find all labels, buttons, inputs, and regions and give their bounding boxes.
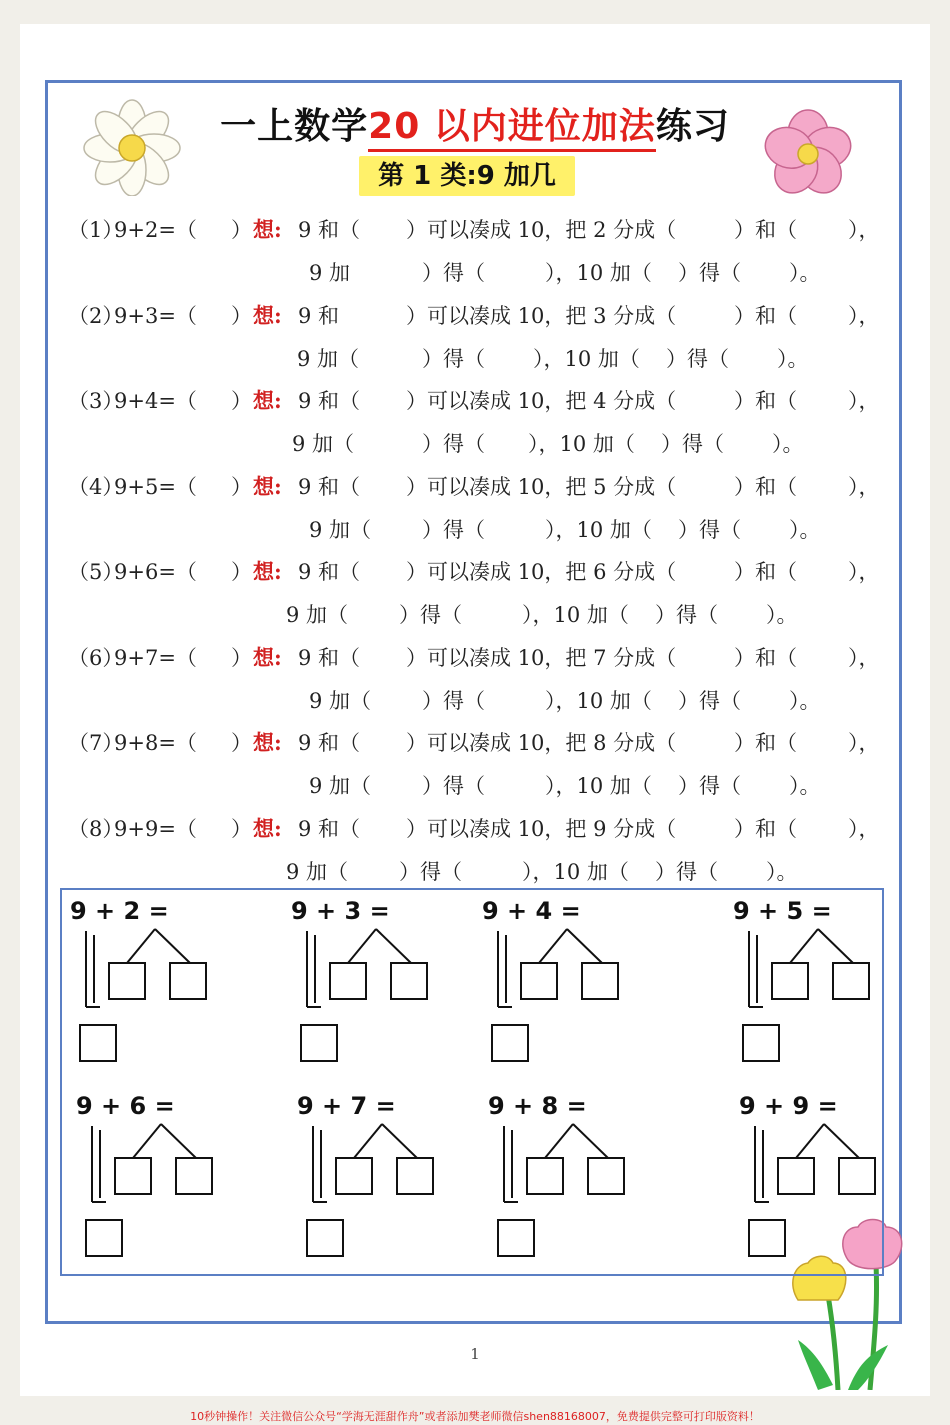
answer-box	[492, 1025, 528, 1061]
think-part-c: ）和（	[734, 475, 797, 499]
split-box-right	[176, 1158, 212, 1194]
split-line-right	[376, 929, 411, 963]
second-line-part: ）。	[789, 689, 821, 713]
question-number: （5）	[68, 560, 124, 584]
diagram-equation: 9 + 2 =	[70, 897, 169, 925]
question-equation: 9+7=（	[114, 646, 197, 670]
question-equation: 9+2=（	[114, 218, 197, 242]
think-part-a: 9 和（	[298, 389, 361, 413]
think-part-d: ），	[848, 560, 880, 584]
think-part-b: ）可以凑成 10，把 3 分成（	[406, 304, 677, 328]
second-line-part: 9 加（	[297, 347, 360, 371]
split-box-left	[109, 963, 145, 999]
footer-note: 10秒钟操作！关注微信公众号“学海无涯甜作舟”或者添加樊老师微信shen88168007，免费提供完整可打印版资料！	[190, 1410, 760, 1423]
split-line-right	[818, 929, 853, 963]
second-line-part: ）。	[789, 774, 821, 798]
answer-paren-close: ）	[231, 646, 252, 670]
think-part-d: ），	[848, 218, 880, 242]
question-equation: 9+5=（	[114, 475, 197, 499]
answer-paren-close: ）	[231, 304, 252, 328]
think-label: 想:	[253, 730, 282, 755]
question-number: （2）	[68, 304, 124, 328]
second-line-part: ）得（	[655, 603, 718, 627]
second-line-part: 9 加（	[309, 518, 372, 542]
question-number: （1）	[68, 218, 124, 242]
think-label: 想:	[253, 816, 282, 841]
think-part-c: ）和（	[734, 218, 797, 242]
split-line-left	[133, 1124, 161, 1158]
diagram-equation: 9 + 8 =	[488, 1092, 587, 1120]
title-highlight: 20 以内进位加法	[368, 106, 656, 152]
answer-box	[86, 1220, 122, 1256]
question-equation: 9+6=（	[114, 560, 197, 584]
split-box-right	[833, 963, 869, 999]
think-part-a: 9 和（	[298, 817, 361, 841]
answer-paren-close: ）	[231, 560, 252, 584]
split-line-right	[567, 929, 602, 963]
second-line-part: ）得（	[678, 518, 741, 542]
second-line-part: ）得（	[678, 774, 741, 798]
decomposition-diagram	[76, 925, 276, 1085]
decomposition-diagram	[297, 925, 497, 1085]
second-line-part: ）得（	[422, 518, 485, 542]
split-line-left	[127, 929, 155, 963]
second-line-part: ）。	[777, 347, 809, 371]
think-label: 想:	[253, 217, 282, 242]
second-line-part: ），10 加（	[545, 261, 652, 285]
think-part-b: ）可以凑成 10，把 2 分成（	[406, 218, 677, 242]
answer-box	[743, 1025, 779, 1061]
answer-box	[307, 1220, 343, 1256]
diagram-equation: 9 + 6 =	[76, 1092, 175, 1120]
think-part-b: ）可以凑成 10，把 4 分成（	[406, 389, 677, 413]
think-part-a: 9 和（	[298, 731, 361, 755]
split-line-left	[539, 929, 567, 963]
think-part-d: ），	[848, 389, 880, 413]
decomposition-diagram	[745, 1120, 945, 1280]
subtitle: 第 1 类:9 加几	[378, 161, 556, 191]
think-part-d: ），	[848, 731, 880, 755]
second-line-part: ），10 加（	[545, 518, 652, 542]
think-part-d: ），	[848, 817, 880, 841]
diagram-equation: 9 + 7 =	[297, 1092, 396, 1120]
question-equation: 9+8=（	[114, 731, 197, 755]
split-line-left	[790, 929, 818, 963]
question-number: （8）	[68, 817, 124, 841]
split-box-left	[115, 1158, 151, 1194]
think-label: 想:	[253, 388, 282, 413]
second-line-part: ）得（	[422, 261, 485, 285]
second-line-part: ），10 加（	[522, 860, 629, 884]
question-number: （7）	[68, 731, 124, 755]
decomposition-diagram	[82, 1120, 282, 1280]
think-part-b: ）可以凑成 10，把 7 分成（	[406, 646, 677, 670]
split-line-right	[824, 1124, 859, 1158]
think-label: 想:	[253, 559, 282, 584]
question-number: （6）	[68, 646, 124, 670]
second-line-part: ）得（	[422, 347, 485, 371]
second-line-part: ），10 加（	[528, 432, 635, 456]
second-line-part: ）得（	[655, 860, 718, 884]
split-line-right	[573, 1124, 608, 1158]
think-part-d: ），	[848, 475, 880, 499]
think-label: 想:	[253, 645, 282, 670]
think-part-a: 9 和（	[298, 475, 361, 499]
decomposition-diagram	[494, 1120, 694, 1280]
second-line-part: 9 加（	[286, 860, 349, 884]
think-part-a: 9 和（	[298, 560, 361, 584]
think-part-b: ）可以凑成 10，把 8 分成（	[406, 731, 677, 755]
second-line-part: ）得（	[399, 860, 462, 884]
answer-paren-close: ）	[231, 475, 252, 499]
split-box-left	[336, 1158, 372, 1194]
split-line-left	[348, 929, 376, 963]
split-box-right	[391, 963, 427, 999]
question-number: （4）	[68, 475, 124, 499]
decomposition-diagram	[303, 1120, 503, 1280]
second-line-part: ）得（	[678, 689, 741, 713]
diagram-equation: 9 + 3 =	[291, 897, 390, 925]
question-equation: 9+3=（	[114, 304, 197, 328]
split-box-left	[330, 963, 366, 999]
think-label: 想:	[253, 474, 282, 499]
answer-paren-close: ）	[231, 731, 252, 755]
think-part-d: ），	[848, 646, 880, 670]
think-part-c: ）和（	[734, 646, 797, 670]
second-line-part: ）得（	[666, 347, 729, 371]
split-line-left	[354, 1124, 382, 1158]
title-suffix: 练习	[655, 106, 730, 147]
think-label: 想:	[253, 303, 282, 328]
split-box-left	[527, 1158, 563, 1194]
second-line-part: ）。	[789, 261, 821, 285]
second-line-part: ）。	[766, 860, 798, 884]
think-part-b: ）可以凑成 10，把 6 分成（	[406, 560, 677, 584]
second-line-part: ）得（	[678, 261, 741, 285]
second-line-part: 9 加（	[286, 603, 349, 627]
think-part-c: ）和（	[734, 560, 797, 584]
second-line-part: ）。	[789, 518, 821, 542]
think-part-c: ）和（	[734, 817, 797, 841]
question-number: （3）	[68, 389, 124, 413]
second-line-part: 9 加	[309, 261, 351, 285]
think-part-a: 9 和（	[298, 218, 361, 242]
second-line-part: ）得（	[422, 774, 485, 798]
diagram-equation: 9 + 9 =	[739, 1092, 838, 1120]
question-equation: 9+9=（	[114, 817, 197, 841]
answer-box	[749, 1220, 785, 1256]
split-box-left	[778, 1158, 814, 1194]
second-line-part: 9 加（	[292, 432, 355, 456]
diagram-equation: 9 + 4 =	[482, 897, 581, 925]
think-part-a: 9 和	[298, 304, 340, 328]
think-part-d: ），	[848, 304, 880, 328]
answer-box	[301, 1025, 337, 1061]
think-part-c: ）和（	[734, 304, 797, 328]
think-part-c: ）和（	[734, 731, 797, 755]
question-equation: 9+4=（	[114, 389, 197, 413]
second-line-part: 9 加（	[309, 689, 372, 713]
split-box-right	[839, 1158, 875, 1194]
second-line-part: ），10 加（	[545, 774, 652, 798]
split-box-left	[772, 963, 808, 999]
think-part-b: ）可以凑成 10，把 9 分成（	[406, 817, 677, 841]
split-line-right	[155, 929, 190, 963]
think-part-c: ）和（	[734, 389, 797, 413]
diagram-equation: 9 + 5 =	[733, 897, 832, 925]
second-line-part: ）得（	[399, 603, 462, 627]
title-prefix: 一上数学	[220, 106, 369, 147]
page-number: 1	[470, 1345, 480, 1363]
decomposition-diagram	[739, 925, 939, 1085]
second-line-part: ）得（	[661, 432, 724, 456]
second-line-part: ）。	[766, 603, 798, 627]
answer-paren-close: ）	[231, 817, 252, 841]
page-title	[0, 98, 950, 149]
split-line-right	[161, 1124, 196, 1158]
answer-paren-close: ）	[231, 218, 252, 242]
split-box-right	[588, 1158, 624, 1194]
second-line-part: ）得（	[422, 432, 485, 456]
think-part-b: ）可以凑成 10，把 5 分成（	[406, 475, 677, 499]
answer-paren-close: ）	[231, 389, 252, 413]
decomposition-diagram	[488, 925, 688, 1085]
split-box-right	[582, 963, 618, 999]
second-line-part: ），10 加（	[533, 347, 640, 371]
split-line-left	[545, 1124, 573, 1158]
split-box-right	[397, 1158, 433, 1194]
answer-box	[498, 1220, 534, 1256]
second-line-part: 9 加（	[309, 774, 372, 798]
split-line-left	[796, 1124, 824, 1158]
second-line-part: ）。	[772, 432, 804, 456]
second-line-part: ），10 加（	[545, 689, 652, 713]
split-line-right	[382, 1124, 417, 1158]
split-box-left	[521, 963, 557, 999]
split-box-right	[170, 963, 206, 999]
answer-box	[80, 1025, 116, 1061]
think-part-a: 9 和（	[298, 646, 361, 670]
second-line-part: ），10 加（	[522, 603, 629, 627]
second-line-part: ）得（	[422, 689, 485, 713]
